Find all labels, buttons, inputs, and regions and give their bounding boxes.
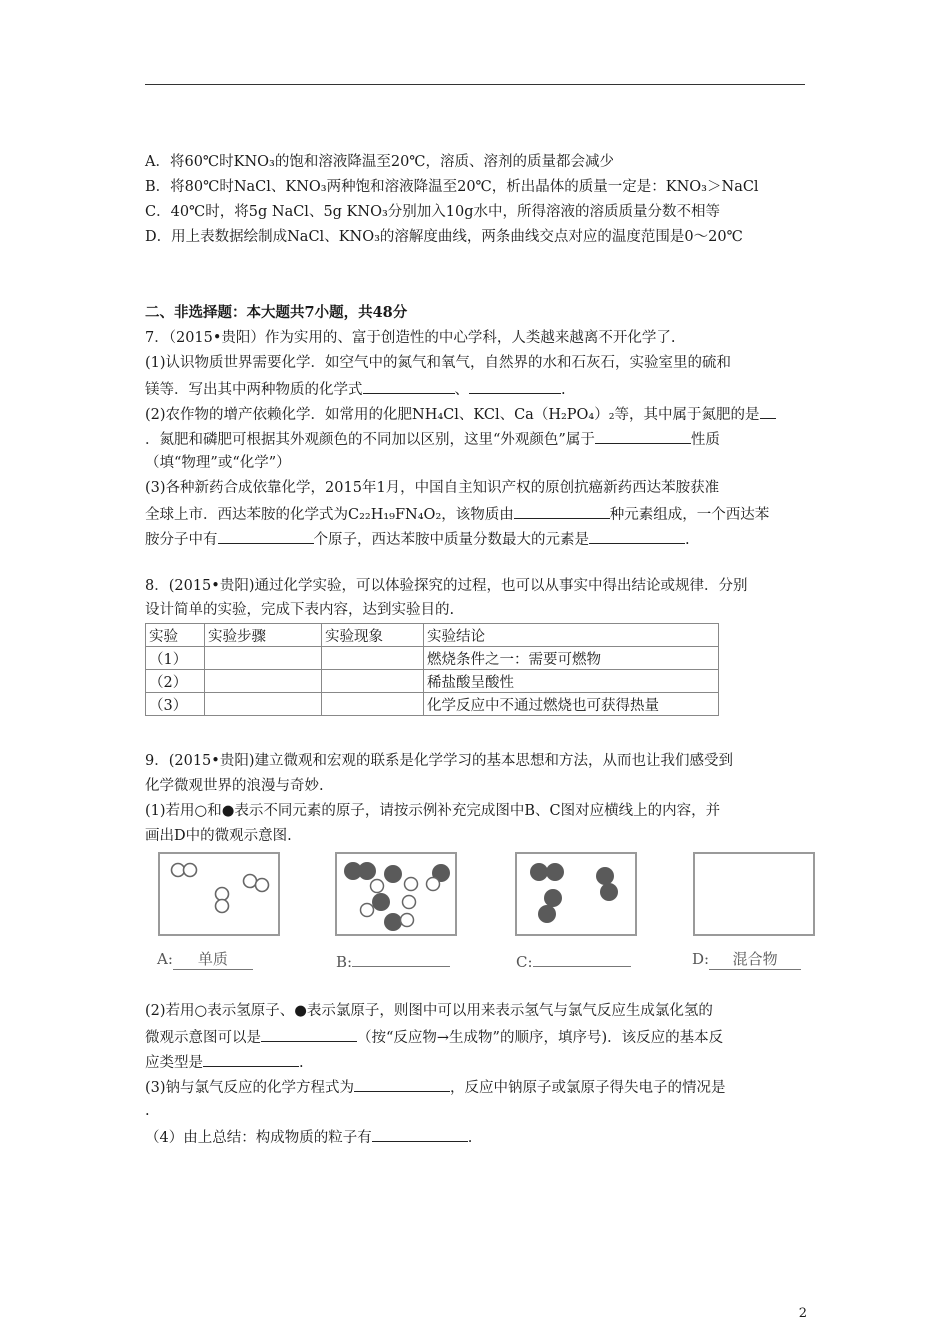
q7-part3-suffix: 种元素组成，一个西达苯 [609,507,770,523]
q9-part2-text2: 应类型是 [145,1055,203,1071]
q7-stem: 7．（2015•贵阳）作为实用的、富于创造性的中心学科，人类越来越离不开化学了. [145,330,676,346]
q7-part2-line2 [145,428,720,450]
q7-part1-line1: (1)认识物质世界需要化学．如空气中的氮气和氧气，自然界的水和石灰石，实验室里的硫和 [145,355,732,371]
table-cell: （2） [146,670,205,693]
table-header-cell: 实验 [146,624,205,647]
molecule-diagram-b [337,854,455,934]
q7-part1-text: 镁等．写出其中两种物质的化学式 [145,382,363,398]
caption-d [692,948,801,970]
answer-blank[interactable] [261,1026,357,1042]
table-cell: （1） [146,647,205,670]
q7-part2-line1 [145,403,776,425]
q7-part1-end: . [561,382,566,398]
caption-d-value: 混合物 [709,948,801,970]
figure-box-c [515,852,637,936]
q9-part4-text: （4）由上总结：构成物质的粒子有 [145,1130,372,1146]
table-row [146,693,719,716]
q9-part4-end: . [467,1130,473,1146]
table-cell[interactable] [322,693,424,716]
answer-blank[interactable] [218,528,314,544]
table-row [146,670,719,693]
q9-part2-line2 [145,1026,723,1048]
table-header-cell: 实验结论 [424,624,719,647]
figure-box-b [335,852,457,936]
molecule-diagram-c [517,854,635,934]
q7-part1-line2 [145,378,566,400]
table-header-row [146,624,719,647]
answer-blank[interactable] [760,403,776,419]
q7-part2-text2: ．氮肥和磷肥可根据其外观颜色的不同加以区别，这里“外观颜色”属于 [145,432,595,448]
table-header-cell: 实验现象 [322,624,424,647]
caption-c [516,948,631,971]
answer-blank[interactable] [354,1076,450,1092]
caption-d-label: D: [692,950,710,968]
q9-part3-suffix: ，反应中钠原子或氯原子得失电子的情况是 [450,1080,726,1096]
table-cell[interactable] [322,647,424,670]
caption-c-label: C: [516,953,533,971]
experiment-table [145,623,719,716]
caption-b-label: B: [336,953,353,971]
option-b: B．将80℃时NaCl、KNO₃两种饱和溶液降温至20℃，析出晶体的质量一定是：KNO₃＞NaCl [145,179,759,195]
option-a: A．将60℃时KNO₃的饱和溶液降温至20℃，溶质、溶剂的质量都会减少 [145,154,615,170]
q9-part4-line1 [145,1126,472,1148]
q7-part3-end: . [685,532,690,548]
q7-part3-text: 全球上市．西达苯胺的化学式为C₂₂H₁₉FN₄O₂，该物质由 [145,507,514,523]
q7-part3-line1: (3)各种新药合成依靠化学，2015年1月，中国自主知识产权的原创抗癌新药西达苯胺获准 [145,480,720,496]
q9-part2-line3 [145,1051,304,1073]
answer-blank[interactable] [372,1126,468,1142]
q7-part3-line2 [145,503,769,525]
q9-stem-line1: 9．(2015•贵阳)建立微观和宏观的联系是化学学习的基本思想和方法，从而也让我们感受到 [145,753,733,769]
table-header-cell: 实验步骤 [205,624,322,647]
answer-blank[interactable] [469,378,561,394]
caption-a [157,948,253,970]
caption-a-label: A: [157,950,173,968]
q7-part1-sep: 、 [454,382,469,398]
section-title: 二、非选择题：本大题共7小题，共48分 [145,304,408,321]
table-cell[interactable] [205,670,322,693]
table-cell: 化学反应中不通过燃烧也可获得热量 [424,693,719,716]
table-cell[interactable] [205,693,322,716]
figure-box-a [158,852,280,936]
q9-part3-text: (3)钠与氯气反应的化学方程式为 [145,1080,355,1096]
table-cell[interactable] [322,670,424,693]
q9-part1-line1: (1)若用○和●表示不同元素的原子，请按示例补充完成图中B、C图对应横线上的内容，并 [145,803,721,819]
q9-part2-text: 微观示意图可以是 [145,1030,261,1046]
table-cell[interactable] [205,647,322,670]
q7-part2-text: (2)农作物的增产依赖化学．如常用的化肥NH₄Cl、KCl、Ca（H₂PO₄）₂等，其中属于氮肥的是 [145,407,760,423]
answer-blank[interactable] [363,378,455,394]
page-number: 2 [798,1306,807,1321]
caption-a-value: 单质 [173,948,253,970]
q9-part3-line1 [145,1076,726,1098]
figure-box-d [693,852,815,936]
answer-blank[interactable] [589,528,685,544]
caption-b [336,948,450,971]
answer-blank[interactable] [203,1051,299,1067]
q9-part2-line1: (2)若用○表示氢原子、●表示氯原子，则图中可以用来表示氢气与氯气反应生成氯化氢的 [145,1003,713,1019]
q9-part2-suffix: （按“反应物→生成物”的顺序，填序号)．该反应的基本反 [357,1030,724,1046]
q7-part3-text2: 胺分子中有 [145,532,218,548]
header-rule [145,84,805,85]
q9-part2-end: . [299,1055,304,1071]
q7-part2-line3: （填“物理”或“化学”） [145,455,291,471]
q7-part2-suffix: 性质 [690,432,720,448]
molecule-diagram-a [160,854,278,934]
caption-c-value[interactable] [533,948,631,967]
answer-blank[interactable] [514,503,610,519]
table-cell: （3） [146,693,205,716]
caption-b-value[interactable] [352,948,450,967]
table-row [146,647,719,670]
q8-stem-line1: 8．(2015•贵阳)通过化学实验，可以体验探究的过程，也可以从事实中得出结论或规律．分别 [145,578,748,594]
answer-blank[interactable] [595,428,691,444]
q7-part3-line3 [145,528,690,550]
option-d: D．用上表数据绘制成NaCl、KNO₃的溶解度曲线，两条曲线交点对应的温度范围是0～20℃ [145,229,743,245]
q8-stem-line2: 设计简单的实验，完成下表内容，达到实验目的. [145,602,455,618]
q9-part3-line2: . [145,1103,150,1119]
q9-stem-line2: 化学微观世界的浪漫与奇妙. [145,778,324,794]
option-c: C．40℃时，将5g NaCl、5g KNO₃分别加入10g水中，所得溶液的溶质质量分数不相等 [145,204,721,220]
table-cell: 稀盐酸呈酸性 [424,670,719,693]
q7-part3-text3: 个原子，西达苯胺中质量分数最大的元素是 [313,532,589,548]
table-cell: 燃烧条件之一：需要可燃物 [424,647,719,670]
q9-part1-line2: 画出D中的微观示意图. [145,828,292,844]
